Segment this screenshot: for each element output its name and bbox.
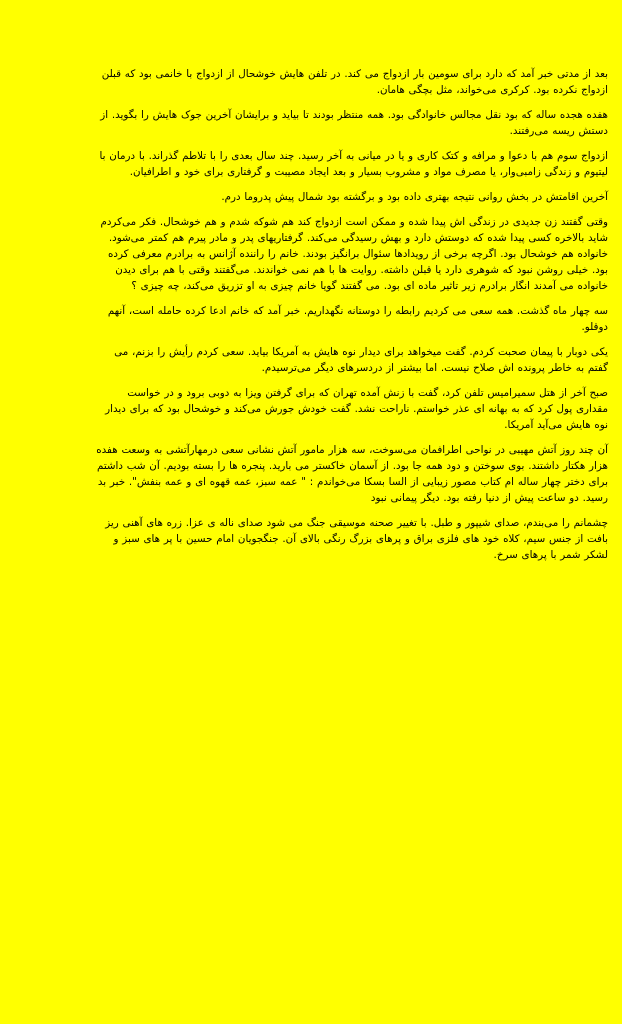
paragraph-1: بعد از مدتی خبر آمد که دارد برای سومین بار ازدواج می کند. در تلفن هایش خوشحال از ازدواج با خانمی بود که قبلن ازدواج نکرده بود. کرکری می‌خواند، مثل بچگی هامان. [101,68,608,96]
paragraph-7: یکی دوبار با پیمان صحبت کردم. گفت میخواهد برای دیدار نوه هایش به آمریکا بیاید. سعی کردم رأیش را بزنم، می گفتم به خاطر پرونده اش صلاح نیست. اما بیشتر از دردسرهای دیگر می‌ترسیدم. [114,346,608,374]
paragraph-4: آخرین اقامتش در بخش روانی نتیجه بهتری داده بود و برگشته بود شمال پیش پدروما درم. [221,191,608,203]
paragraph-5: وقتی گفتند زن جدیدی در زندگی اش پیدا شده و ممکن است ازدواج کند هم شوکه شدم و هم خوشحال. فکر می‌کردم شاید بالاخره کسی پیدا شده که دوستش دارد و بهش رسیدگی می‌کند. گرفتاریهای پدر و مادر پیرم هم کمتر می‌شود. خانواده هم خوشحال بود. اگرچه برخی از رویدادها سئوال برانگیز بودند. خانم را راننده آژانس به برادرم معرفی کرده بود. خیلی روشن نبود که شوهری دارد یا قبلن داشته. روایت ها با هم نمی خواندند. می‌گفتند وقتی با هم برای دیدن خانواده می آمدند انگار برادرم زیر تاثیر ماده ای بود. می گفتند گویا خانم چیزی به او تزریق می‌کند، چه چیزی ؟ [100,216,608,292]
paragraph-8: صبح آخر از هتل سمیرامیس تلفن کرد، گفت با زنش آمده تهران که برای گرفتن ویزا به دوبی برود و در خواست مقداری پول کرد که به بهانه ای عذر خواستم. ناراحت نشد. گفت خودش جورش می‌کند و خوشحال بود که برای دیدار نوه هایش می‌آید آمریکا. [105,387,608,431]
paragraph-10: چشمانم را می‌بندم، صدای شیپور و طبل. با تغییر صحنه موسیقی جنگ می شود صدای ناله ی عزا. زره های آهنی ریز بافت از جنس سیم، کلاه خود های فلزی براق و پرهای بزرگ رنگی بالای آن. جنگجویان امام حسین با پر های سبز و لشکر شمر با پرهای سرخ. [105,517,608,561]
paragraph-6: سه چهار ماه گذشت. همه سعی می کردیم رابطه را دوستانه نگهداریم. خبر آمد که خانم ادعا کرده حامله است، آنهم دوقلو. [107,305,608,333]
paragraph-9: آن چند روز آتش مهیبی در نواحی اطرافمان می‌سوخت، سه هزار مامور آتش نشانی سعی درمهارآتشی به وسعت هفده هزار هکتار داشتند. بوی سوختن و دود همه جا بود. از آسمان خاکستر می بارید. پنجره ها را بسته بودیم. آن شب داشتم برای دختر چهار ساله ام کتاب مصور زیبایی از السا بسکا می‌خواندم : " عمه سبز، عمه قهوه ای و عمه بنفش". خبر بد رسید. دو ساعت پیش از دنیا رفته بود. دیگر پیمانی نبود [96,444,608,504]
paragraph-2: هفده هجده ساله که بود نقل مجالس خانوادگی بود. همه منتظر بودند تا بیاید و برایشان آخرین جوک هایش را بگوید. از دستش ریسه می‌رفتند. [100,109,608,137]
paragraph-3: ازدواج سوم هم با دعوا و مرافه و کتک کاری و یا در میانی به آخر رسید. چند سال بعدی را با تلاطم گذراند. با درمان با لیتیوم و زندگی زامبی‌وار، یا مصرف مواد و مشروب بسیار و بعد ایجاد مصیبت و گرفتاری برای خود و اطرافیان. [99,150,608,178]
document-body [96,66,608,572]
